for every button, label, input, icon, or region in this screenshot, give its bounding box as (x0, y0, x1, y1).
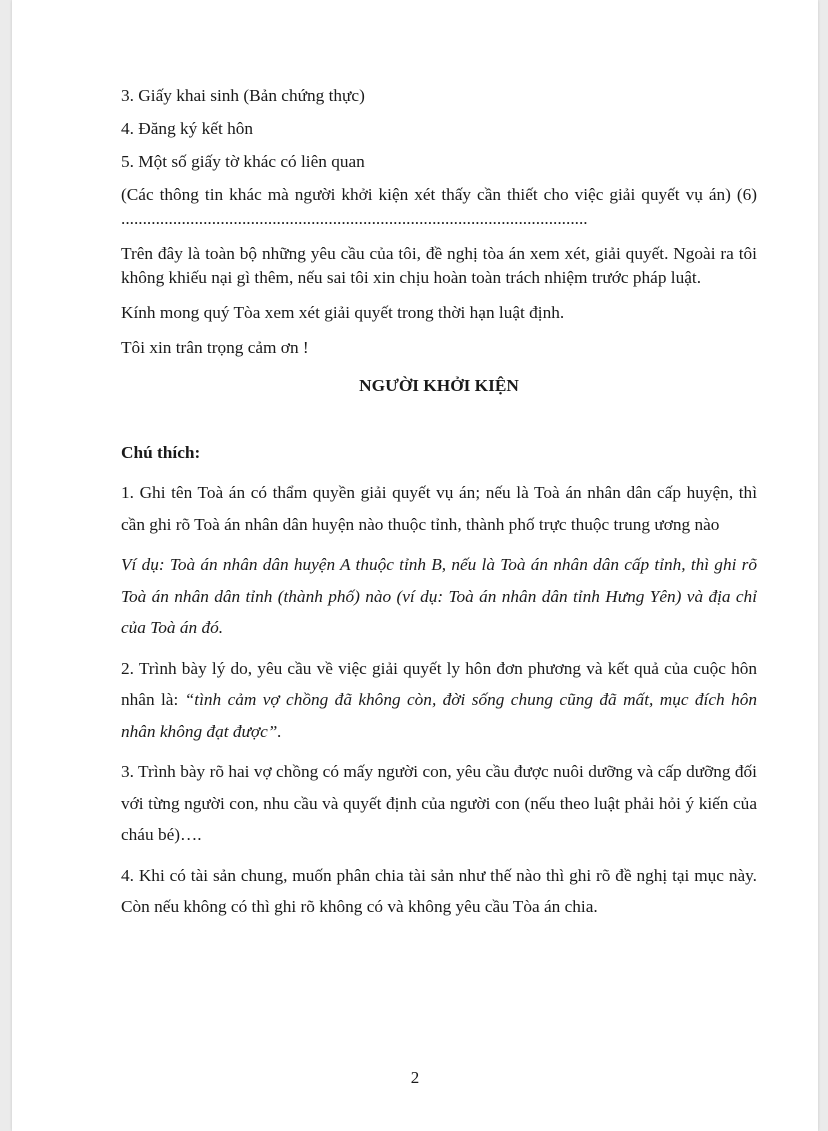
page-number: 2 (410, 1068, 420, 1087)
document-page (12, 0, 818, 1131)
list-item-marriage-registration: 4. Đăng ký kết hôn (121, 119, 253, 138)
note-2 (121, 653, 757, 748)
plaintiff-signature-title: NGƯỜI KHỞI KIỆN (359, 376, 519, 395)
other-info-paragraph (121, 183, 757, 231)
fill-in-dots: ............................................................................................................ (121, 209, 588, 228)
list-item-other-documents: 5. Một số giấy tờ khác có liên quan (121, 152, 365, 171)
request-paragraph: Trên đây là toàn bộ những yêu cầu của tôi, đề nghị tòa án xem xét, giải quyết. Ngoài ra tôi không khiếu nại gì thêm, nếu sai tôi xin chịu hoàn toàn trách nhiệm trước pháp luật. (121, 244, 757, 287)
note-1-example: Ví dụ: Toà án nhân dân huyện A thuộc tỉnh B, nếu là Toà án nhân dân cấp tỉnh, thì ghi rõ Toà án nhân dân tỉnh (thành phố) nào (ví dụ: Toà án nhân dân tỉnh Hưng Yên) và địa chỉ của Toà án đó. (121, 555, 757, 637)
note-2-text: 2. Trình bày lý do, yêu cầu về việc giải quyết ly hôn đơn phương và kết quả của cuộc hôn nhân là: (121, 658, 757, 709)
notes-title: Chú thích: (121, 443, 201, 462)
page-content (121, 84, 757, 932)
note-1: 1. Ghi tên Toà án có thẩm quyền giải quyết vụ án; nếu là Toà án nhân dân cấp huyện, thì cần ghi rõ Toà án nhân dân huyện nào thuộc tỉnh, thành phố trực thuộc trung ương nào (121, 483, 757, 534)
note-2-quote: “tình cảm vợ chồng đã không còn, đời sống chung cũng đã mất, mục đích hôn nhân không đạt được”. (121, 690, 757, 741)
note-4: 4. Khi có tài sản chung, muốn phân chia tài sản như thế nào thì ghi rõ đề nghị tại mục này. Còn nếu không có thì ghi rõ không có và không yêu cầu Tòa án chia. (121, 865, 757, 916)
hope-paragraph: Kính mong quý Tòa xem xét giải quyết trong thời hạn luật định. (121, 303, 565, 322)
thanks-paragraph: Tôi xin trân trọng cảm ơn ! (121, 338, 309, 357)
other-info-text: (Các thông tin khác mà người khởi kiện xét thấy cần thiết cho việc giải quyết vụ án) (6) (121, 185, 757, 204)
list-item-birth-certificate: 3. Giấy khai sinh (Bản chứng thực) (121, 86, 365, 105)
note-3: 3. Trình bày rõ hai vợ chồng có mấy người con, yêu cầu được nuôi dưỡng và cấp dưỡng đối với từng người con, nhu cầu và quyết định của người con (nếu theo luật phải hỏi ý kiến của cháu bé)…. (121, 762, 757, 844)
